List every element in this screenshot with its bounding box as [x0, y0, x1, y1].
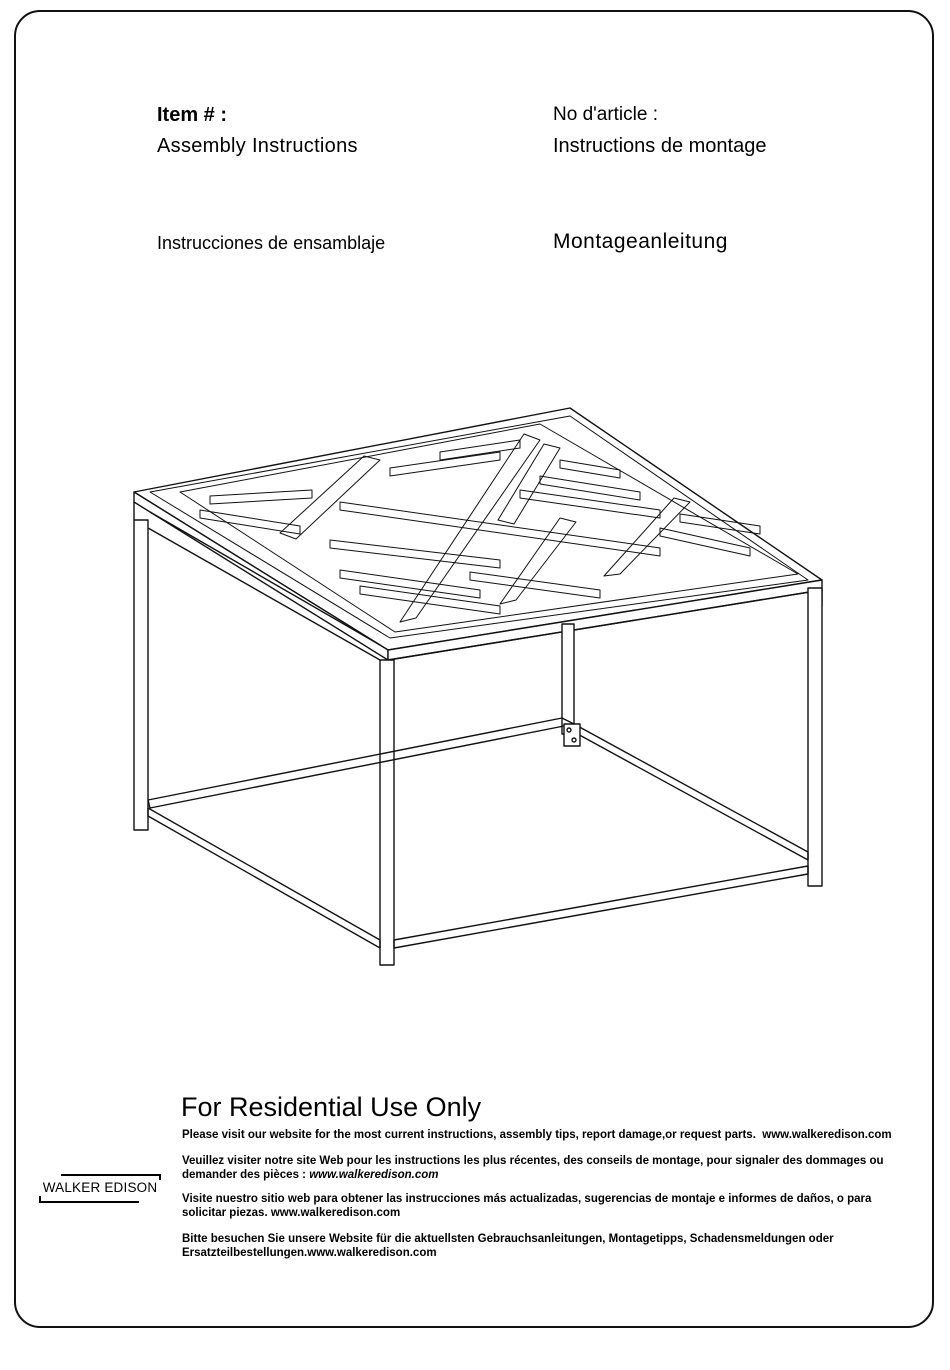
residential-use-heading: For Residential Use Only	[181, 1092, 482, 1122]
website-link-es[interactable]: www.walkeredison.com	[270, 1207, 401, 1219]
logo-line-bottom-tick	[39, 1196, 41, 1202]
website-link-de[interactable]: www.walkeredison.com	[307, 1247, 437, 1259]
assembly-instructions-en: Assembly Instructions	[157, 135, 358, 157]
info-german	[182, 1232, 912, 1260]
info-german-text: Bitte besuchen Sie unsere Website für die aktuellsten Gebrauchsanleitungen, Montagetipps, Schadensmeldungen oder Ersatzteilbestellungen.	[182, 1233, 834, 1259]
assembly-instructions-de: Montageanleitung	[553, 230, 728, 253]
item-number-label: Item # :	[157, 104, 228, 126]
info-spanish-text: Visite nuestro sitio web para obtener las instrucciones más actualizadas, sugerencias de montaje e informes de daños, o para solicitar piezas.	[182, 1193, 872, 1219]
info-french	[182, 1154, 912, 1182]
info-french-text: Veuillez visiter notre site Web pour les instructions les plus récentes, des conseils de montage, pour signaler des dommages ou demander des pièces :	[182, 1155, 884, 1181]
info-english	[182, 1128, 912, 1142]
info-spanish	[182, 1192, 912, 1220]
website-link-en[interactable]: www.walkeredison.com	[762, 1129, 892, 1141]
logo-line-bottom	[39, 1201, 139, 1203]
assembly-instructions-fr: Instructions de montage	[553, 135, 767, 157]
item-number-label-fr: No d'article :	[553, 104, 659, 125]
brand-logo	[39, 1174, 161, 1208]
website-link-fr[interactable]: www.walkeredison.com	[309, 1169, 439, 1181]
assembly-instructions-es: Instrucciones de ensamblaje	[157, 233, 386, 253]
logo-line-top	[61, 1174, 161, 1176]
brand-name: WALKER EDISON	[42, 1180, 158, 1195]
info-english-text: Please visit our website for the most current instructions, assembly tips, report damage,or request parts.	[182, 1129, 756, 1141]
